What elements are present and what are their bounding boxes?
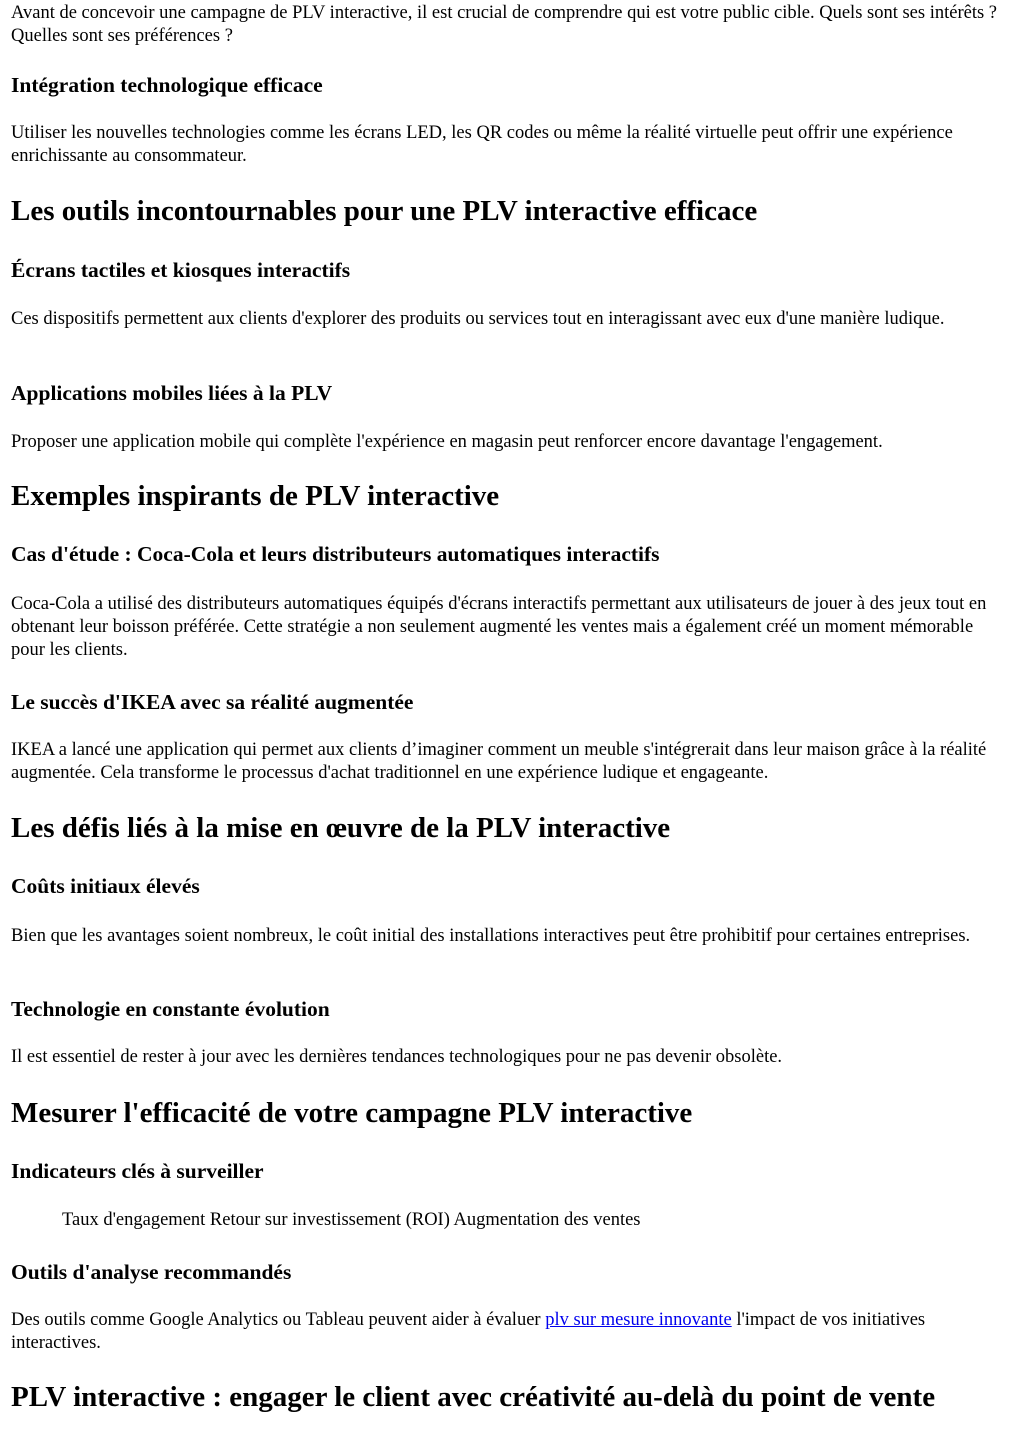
analysis-text-before: Des outils comme Google Analytics ou Tableau peuvent aider à évaluer <box>11 1310 546 1330</box>
paragraph-technology-integration: Utiliser les nouvelles technologies comme les écrans LED, les QR codes ou même la réalité virtuelle peut offrir une expérience enrichissante au consommateur. <box>11 123 953 166</box>
section-heading-tools: Les outils incontournables pour une PLV interactive efficace <box>11 195 758 227</box>
final-heading: PLV interactive : engager le client avec créativité au-delà du point de vente <box>11 1381 936 1413</box>
paragraph-ikea-case: IKEA a lancé une application qui permet aux clients d’imaginer comment un meuble s'intégrerait dans leur maison grâce à la réalité augmentée. Cela transforme le processus d'achat traditionnel en une expérience ludique et engageante. <box>11 740 987 783</box>
section-heading-challenges: Les défis liés à la mise en œuvre de la PLV interactive <box>11 812 671 844</box>
key-indicators-list: Taux d'engagement Retour sur investissement (ROI) Augmentation des ventes <box>62 1210 641 1230</box>
intro-paragraph: Avant de concevoir une campagne de PLV interactive, il est crucial de comprendre qui est votre public cible. Quels sont ses intérêts ? Quelles sont ses préférences ? <box>11 3 998 46</box>
heading-initial-costs: Coûts initiaux élevés <box>11 874 200 898</box>
paragraph-touch-screens: Ces dispositifs permettent aux clients d'explorer des produits ou services tout en interagissant avec eux d'une manière ludique. <box>11 309 945 329</box>
heading-coca-cola-case: Cas d'étude : Coca-Cola et leurs distributeurs automatiques interactifs <box>11 542 660 566</box>
paragraph-mobile-apps: Proposer une application mobile qui complète l'expérience en magasin peut renforcer encore davantage l'engagement. <box>11 432 883 452</box>
paragraph-evolving-technology: Il est essentiel de rester à jour avec les dernières tendances technologiques pour ne pas devenir obsolète. <box>11 1047 783 1067</box>
heading-technology-integration: Intégration technologique efficace <box>11 73 323 97</box>
heading-mobile-apps: Applications mobiles liées à la PLV <box>11 381 333 405</box>
heading-key-indicators: Indicateurs clés à surveiller <box>11 1159 264 1183</box>
paragraph-initial-costs: Bien que les avantages soient nombreux, le coût initial des installations interactives peut être prohibitif pour certaines entreprises. <box>11 926 971 946</box>
section-heading-examples: Exemples inspirants de PLV interactive <box>11 480 500 512</box>
heading-touch-screens: Écrans tactiles et kiosques interactifs <box>11 258 351 282</box>
analysis-text-after: l'impact de vos initiatives interactives. <box>11 1310 926 1353</box>
paragraph-analysis-tools <box>11 1309 1010 1355</box>
heading-analysis-tools: Outils d'analyse recommandés <box>11 1260 292 1284</box>
paragraph-coca-cola-case: Coca-Cola a utilisé des distributeurs automatiques équipés d'écrans interactifs permettant aux utilisateurs de jouer à des jeux tout en obtenant leur boisson préférée. Cette stratégie a non seulement augmenté les ventes mais a également créé un moment mémorable pour les clients. <box>11 594 987 660</box>
plv-custom-link[interactable]: plv sur mesure innovante <box>545 1310 732 1330</box>
heading-ikea-case: Le succès d'IKEA avec sa réalité augmentée <box>11 690 414 714</box>
section-heading-measure: Mesurer l'efficacité de votre campagne PLV interactive <box>11 1097 693 1129</box>
heading-evolving-technology: Technologie en constante évolution <box>11 997 330 1021</box>
